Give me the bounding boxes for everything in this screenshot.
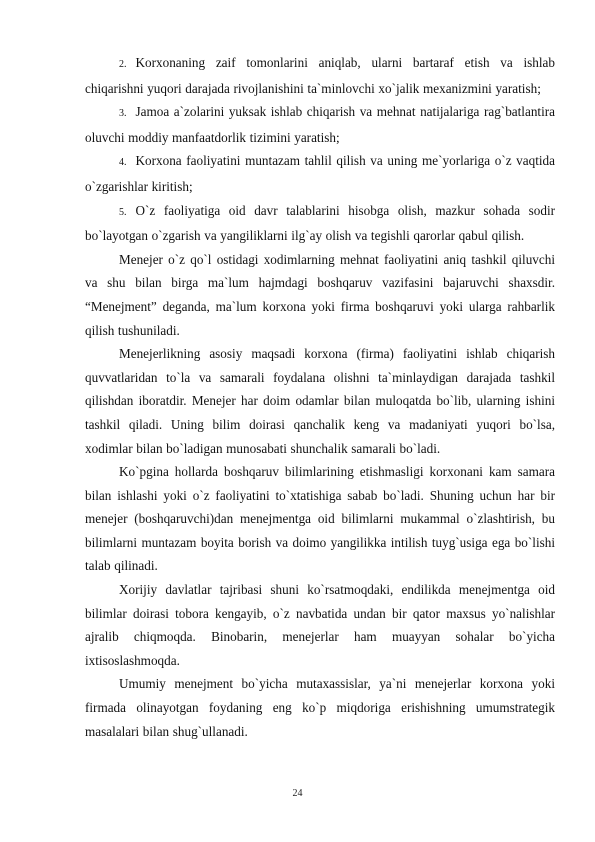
item-text: Jamoa a`zolarini yuksak ishlab chiqarish va mehnat natijalariga rag`batlantira oluvchi moddiy manfaatdorlik tizimini yaratish; [85,104,555,145]
item-number: 2. [119,59,127,70]
numbered-item [85,100,555,149]
numbered-item [85,149,555,198]
item-number: 4. [119,157,127,169]
body-paragraph: Menejerlikning asosiy maqsadi korxona (firma) faoliyatini ishlab chiqarish quvvatlaridan to`la va samarali foydalana olishni ta`minlaydigan darajada tashkil qilishdan iboratdir. Menejer har doim odamlar bilan muloqatda bo`lib, ularning ishini tashkil qiladi. Uning bilim doirasi qanchalik keng va madaniyati yuqori bo`lsa, xodimlar bilan bo`ladigan munosabati shunchalik samarali bo`ladi. [85,346,555,456]
body-paragraph: Umumiy menejment bo`yicha mutaxassislar, ya`ni menejerlar korxona yoki firmada olinayotgan foydaning eng ko`p miqdoriga erishishning umumstrategik masalalari bilan shug`ullanadi. [85,676,555,739]
item-number: 5. [119,206,127,218]
item-text: O`z faoliyatiga oid davr talablarini hisobga olish, mazkur sohada sodir bo`layotgan o`zgarish va yangiliklarni ilg`ay olish va tegishli qarorlar qabul qilish. [85,202,555,244]
body-paragraph: Menejer o`z qo`l ostidagi xodimlarning mehnat faoliyatini aniq tashkil qiluvchi va shu bilan birga ma`lum hajmdagi boshqaruv vazifasini bajaruvchi shaxsdir. “Menejment” deganda, ma`lum korxona yoki firma boshqaruvi yoki ularga rahbarlik qilish tushuniladi. [85,251,555,338]
item-text: Korxonaning zaif tomonlarini aniqlab, ularni bartaraf etish va ishlab chiqarishni yuqori darajada rivojlanishini ta`minlovchi xo`jalik mexanizmini yaratish; [85,55,555,96]
body-paragraph: Xorijiy davlatlar tajribasi shuni ko`rsatmoqdaki, endilikda menejmentga oid bilimlar doirasi tobora kengayib, o`z navbatida undan bir qator maxsus yo`nalishlar ajralib chiqmoqda. Binobarin, menejerlar ham muayyan sohalar bo`yicha ixtisoslashmoqda. [85,582,555,668]
page-number: 24 [292,788,303,799]
document-page [85,51,555,743]
numbered-item [85,51,555,100]
body-paragraph: Ko`pgina hollarda boshqaruv bilimlarining etishmasligi korxonani kam samara bilan ishlashi yoki o`z faoliyatini to`xtatishiga sabab bo`ladi. Shuning uchun har bir menejer (boshqaruvchi)dan menejmentga oid bilimlarni mukammal o`zlashtirish, bu bilimlarni muntazam boyita borish va doimo yangilikka intilish tuyg`usiga ega bo`lishi talab qilinadi. [85,464,555,574]
numbered-item [85,199,555,248]
item-text: Korxona faoliyatini muntazam tahlil qilish va uning me`yorlariga o`z vaqtida o`zgarishlar kiritish; [85,153,555,194]
item-number: 3. [119,108,127,120]
